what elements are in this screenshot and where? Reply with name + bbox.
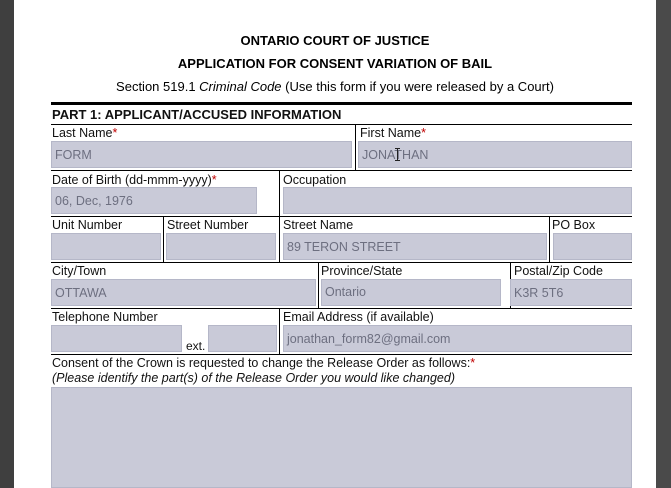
consent-hint: (Please identify the part(s) of the Release Order you would like changed) <box>52 371 455 385</box>
form-page <box>14 0 656 488</box>
city-field[interactable]: OTTAWA <box>51 279 316 306</box>
last-name-label: Last Name* <box>52 126 118 140</box>
row1-divider <box>355 125 356 170</box>
row3-divider-2 <box>279 217 280 262</box>
row4-divider-1 <box>318 263 319 308</box>
viewer-right-margin <box>656 0 671 488</box>
unit-number-label: Unit Number <box>52 218 123 232</box>
part1-top-rule <box>51 102 632 105</box>
last-name-field[interactable]: FORM <box>51 141 352 168</box>
first-name-label: First Name* <box>360 126 426 140</box>
first-name-field[interactable]: JONATHAN <box>358 141 632 168</box>
court-title: ONTARIO COURT OF JUSTICE <box>240 33 430 48</box>
row2-divider <box>279 171 280 216</box>
postal-code-field[interactable]: K3R 5T6 <box>510 279 632 306</box>
street-name-field[interactable]: 89 TERON STREET <box>283 233 547 260</box>
form-title: APPLICATION FOR CONSENT VARIATION OF BAIL <box>177 56 493 71</box>
part1-title-rule <box>51 124 632 125</box>
row5-rule <box>51 354 632 355</box>
row2-rule <box>51 216 632 217</box>
row1-rule <box>51 170 632 171</box>
province-select[interactable]: Ontario <box>321 279 501 306</box>
dob-label: Date of Birth (dd-mmm-yyyy)* <box>52 173 217 187</box>
dob-field[interactable]: 06, Dec, 1976 <box>51 187 257 214</box>
row4-rule <box>51 308 632 309</box>
occupation-label: Occupation <box>283 173 347 187</box>
row3-divider-1 <box>163 217 164 262</box>
city-label: City/Town <box>52 264 107 278</box>
telephone-label: Telephone Number <box>52 310 158 324</box>
po-box-field[interactable] <box>553 233 632 260</box>
street-number-label: Street Number <box>167 218 249 232</box>
street-name-label: Street Name <box>283 218 354 232</box>
ext-field[interactable] <box>208 325 277 352</box>
row3-divider-3 <box>549 217 550 262</box>
street-number-field[interactable] <box>166 233 276 260</box>
text-cursor-icon <box>395 148 400 161</box>
unit-number-field[interactable] <box>51 233 161 260</box>
occupation-field[interactable] <box>283 187 632 214</box>
ext-label: ext. <box>186 339 206 353</box>
viewer-left-margin <box>0 0 14 488</box>
postal-code-label: Postal/Zip Code <box>514 264 603 278</box>
telephone-field[interactable] <box>51 325 182 352</box>
email-field[interactable]: jonathan_form82@gmail.com <box>283 325 632 352</box>
row3-rule <box>51 262 632 263</box>
province-label: Province/State <box>321 264 403 278</box>
section-reference: Section 519.1 Criminal Code (Use this form if you were released by a Court) <box>116 79 554 94</box>
consent-textarea[interactable] <box>51 387 632 488</box>
part1-title: PART 1: APPLICANT/ACCUSED INFORMATION <box>52 107 342 122</box>
email-label: Email Address (if available) <box>283 310 434 324</box>
po-box-label: PO Box <box>552 218 596 232</box>
row5-divider <box>279 309 280 354</box>
consent-label: Consent of the Crown is requested to change the Release Order as follows:* <box>52 356 476 370</box>
